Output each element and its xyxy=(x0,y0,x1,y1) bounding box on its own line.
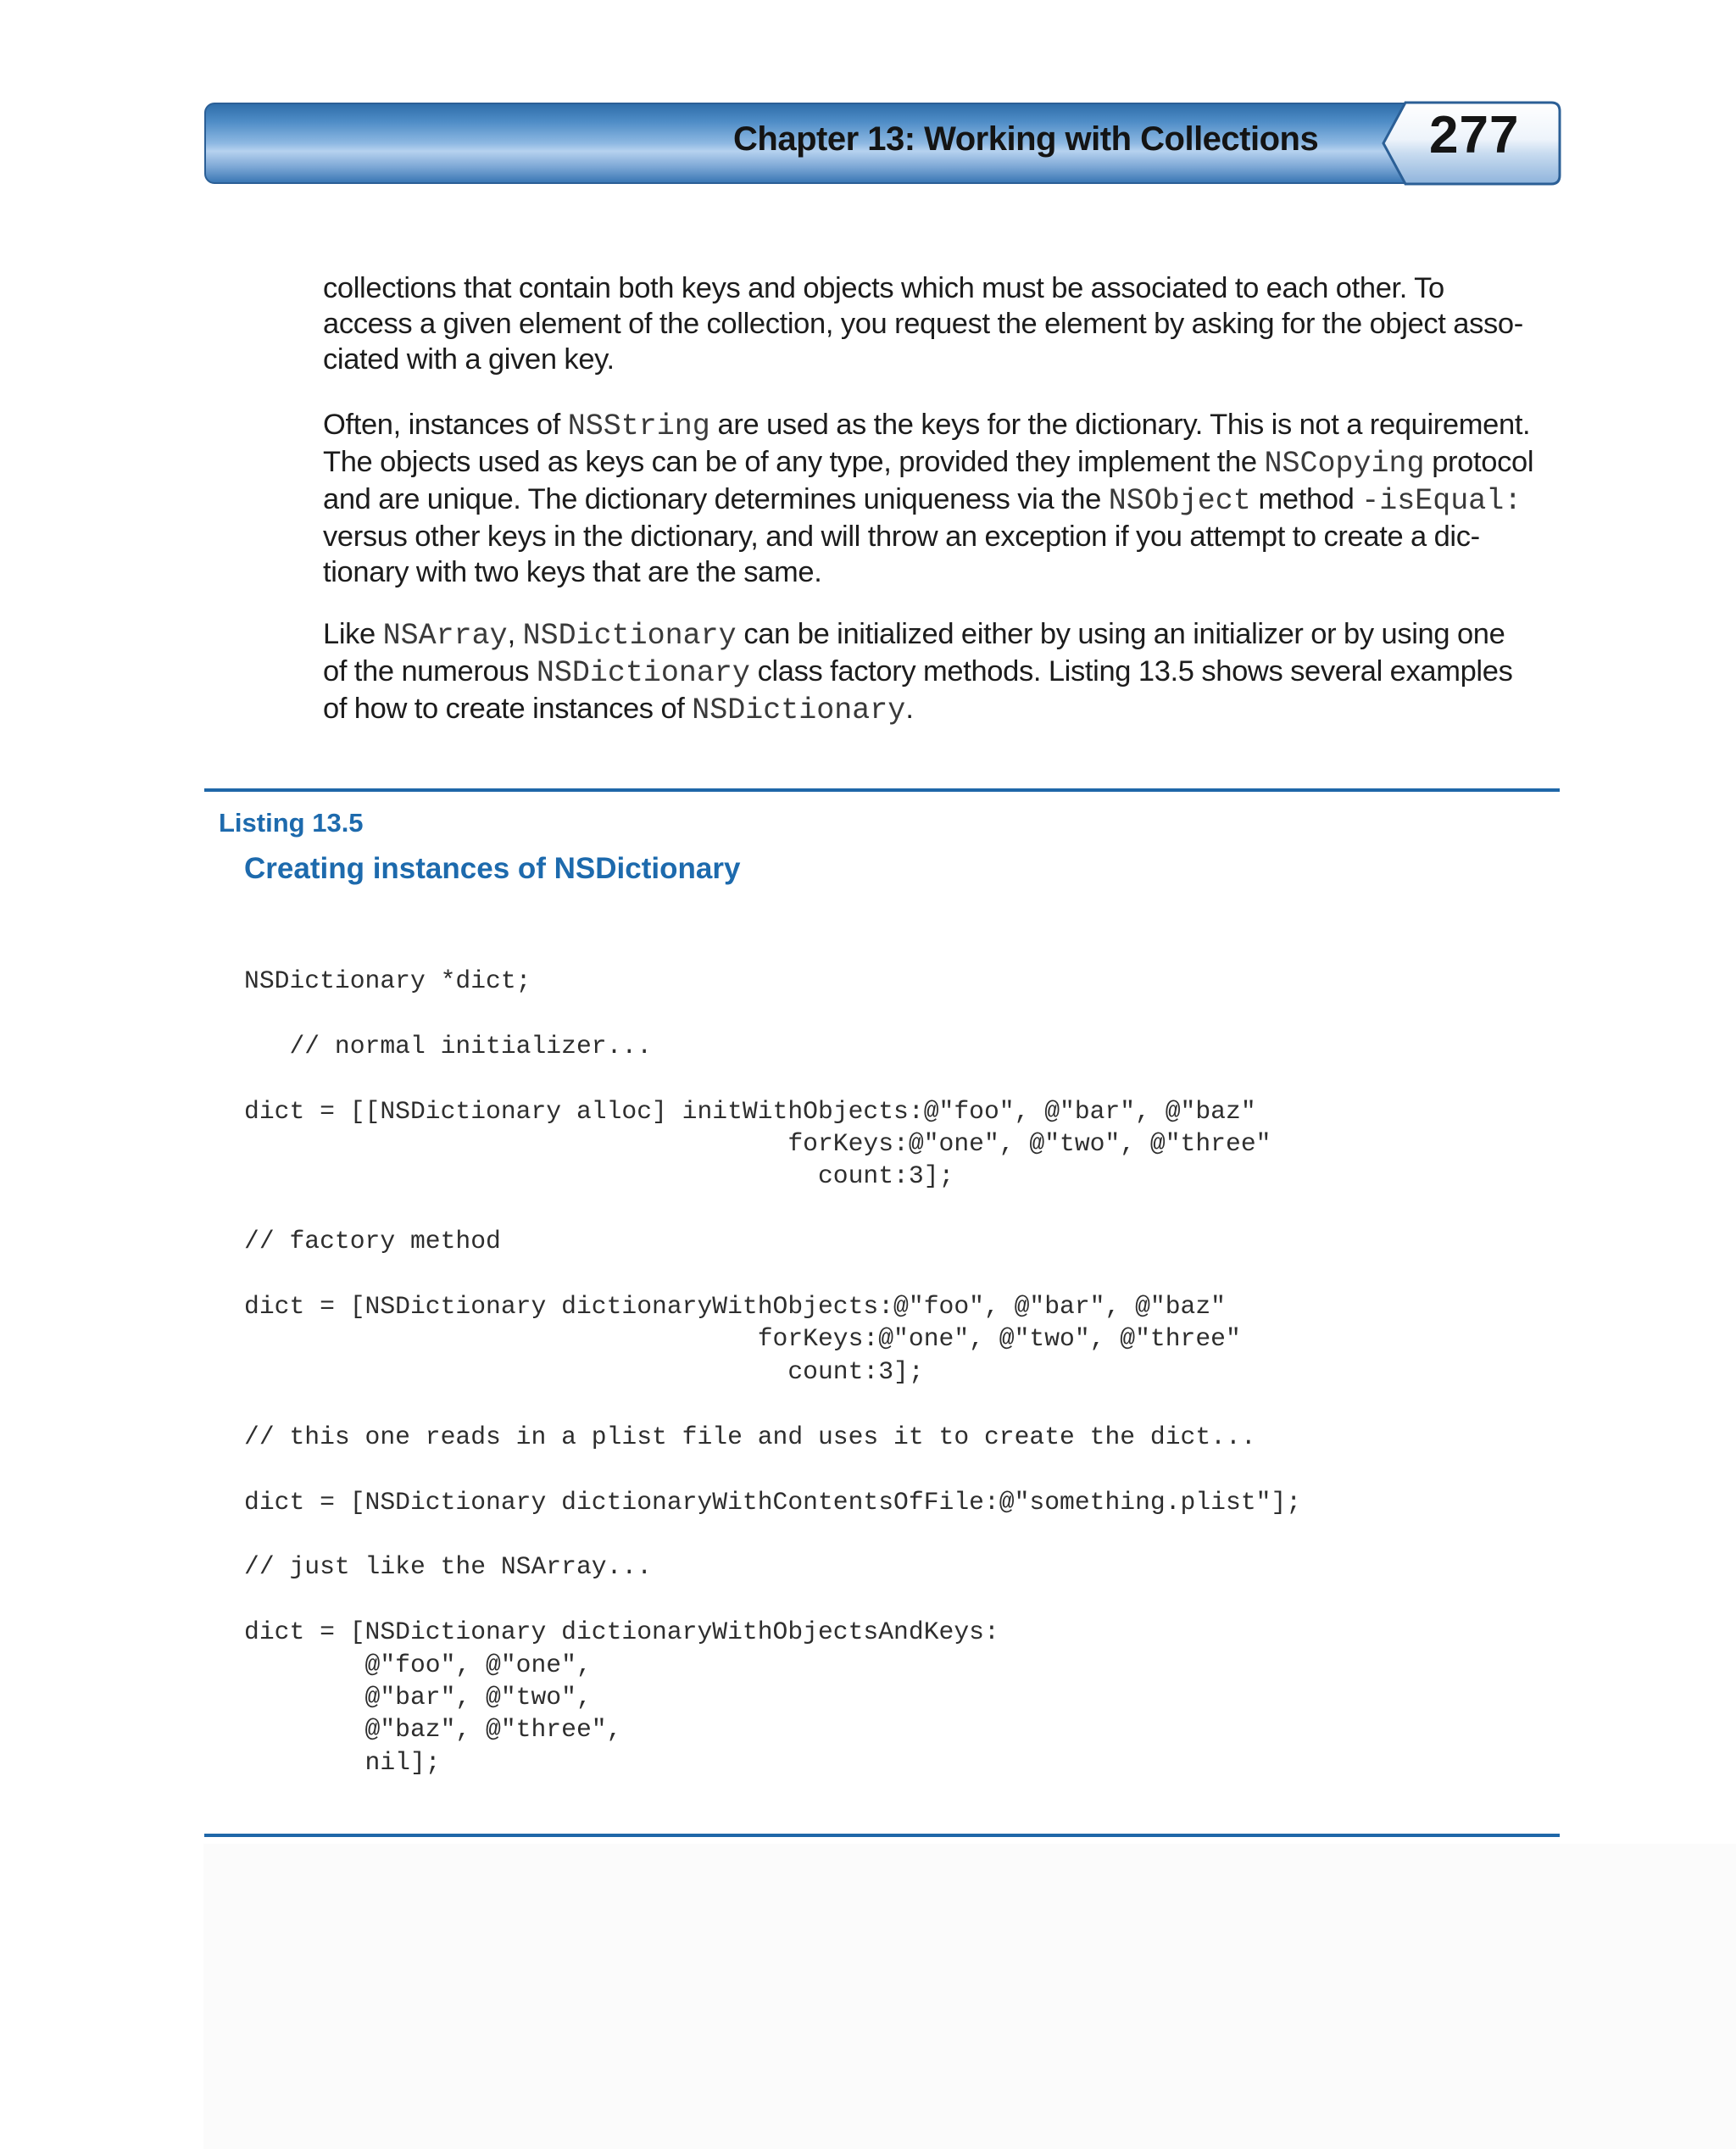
text-line: of the numerous NSDictionary class factory methods. Listing 13.5 shows several examples xyxy=(323,655,1513,690)
inline-code: NSObject xyxy=(1108,484,1251,518)
listing-label: Listing 13.5 xyxy=(219,808,364,838)
text-line: of how to create instances of NSDictionary. xyxy=(323,693,914,727)
inline-code: NSCopying xyxy=(1264,447,1425,481)
text-line: The objects used as keys can be of any type, provided they implement the NSCopying protocol xyxy=(323,446,1534,481)
text-line: Often, instances of NSString are used as the keys for the dictionary. This is not a requirement. xyxy=(323,409,1531,443)
inline-code: NSArray xyxy=(382,619,508,653)
code-listing: NSDictionary *dict; // normal initializer... dict = [[NSDictionary alloc] initWithObjects:@"foo", @"bar", @"baz" forKeys:@"one", @"two", @"three" count:3]; // factory method dict = [NSDictionary dictionaryWithObjects:@"foo", @"bar", @"baz" forKeys:@"one", @"two", @"three" count:3]; // this one reads in a plist file and uses it to create the dict... dict = [NSDictionary dictionaryWithContentsOfFile:@"something.plist"]; // just like the NSArray... dict = [NSDictionary dictionaryWithObjectsAndKeys: @"foo", @"one", @"bar", @"two", @"baz", @"three", nil]; xyxy=(244,966,1302,1777)
chapter-title: Chapter 13: Working with Collections xyxy=(733,120,1319,158)
listing-caption: Creating instances of NSDictionary xyxy=(244,852,741,885)
inline-code: NSString xyxy=(567,409,710,443)
text-line: collections that contain both keys and objects which must be associated to each other. To xyxy=(323,272,1444,304)
inline-code: NSDictionary xyxy=(692,693,906,727)
listing-bottom-rule xyxy=(204,1834,1560,1837)
page-background xyxy=(203,1844,1736,2149)
text-line: Like NSArray, NSDictionary can be initialized either by using an initializer or by using one xyxy=(323,618,1505,653)
page-number: 277 xyxy=(1429,106,1520,164)
inline-code: -isEqual: xyxy=(1361,484,1522,518)
text-line: versus other keys in the dictionary, and will throw an exception if you attempt to create a dic- xyxy=(323,521,1480,553)
text-line: access a given element of the collection, you request the element by asking for the object asso- xyxy=(323,308,1523,340)
inline-code: NSDictionary xyxy=(536,656,750,690)
paragraph-3 xyxy=(323,616,1569,728)
listing-top-rule xyxy=(204,788,1560,792)
text-line: and are unique. The dictionary determines uniqueness via the NSObject method -isEqual: xyxy=(323,483,1522,518)
paragraph-1 xyxy=(323,270,1569,377)
text-line: tionary with two keys that are the same. xyxy=(323,556,822,588)
inline-code: NSDictionary xyxy=(522,619,737,653)
paragraph-2 xyxy=(323,407,1569,590)
text-line: ciated with a given key. xyxy=(323,343,615,376)
